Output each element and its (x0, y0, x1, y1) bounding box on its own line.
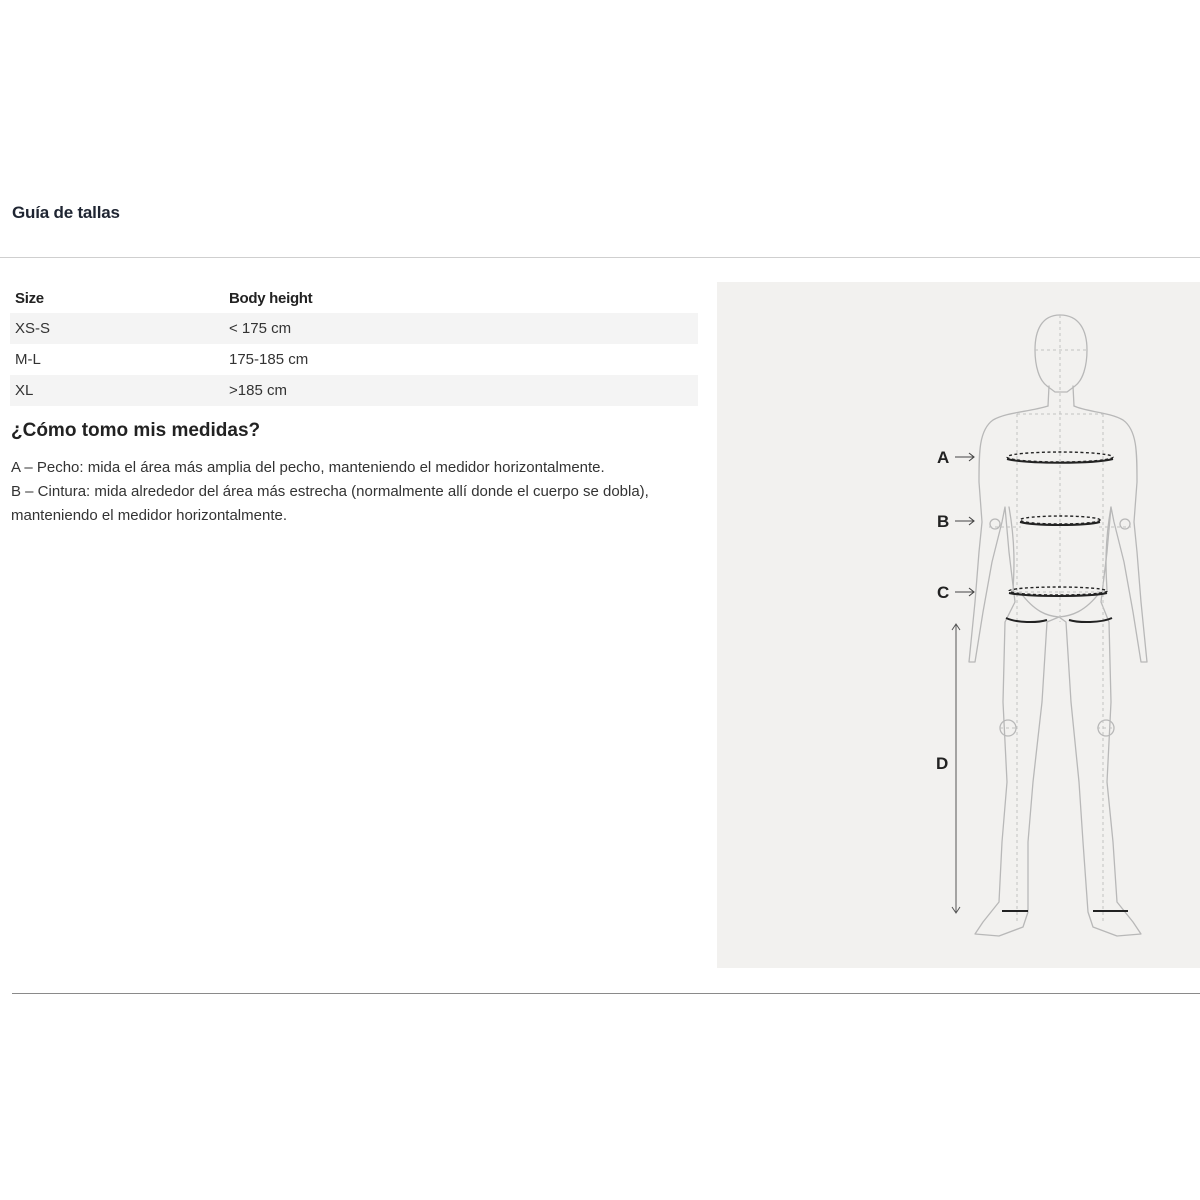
label-a: A (937, 448, 950, 467)
height-cell: 175-185 cm (229, 351, 309, 368)
body-measure-illustration (717, 282, 1200, 968)
body-figure-panel (717, 282, 1200, 968)
measure-instructions (11, 456, 701, 528)
instruction-waist: B – Cintura: mida alrededor del área más estrecha (normalmente allí donde el cuerpo se dobla), manteniendo el medidor horizontalmente. (11, 483, 649, 524)
label-d: D (936, 754, 949, 773)
header-body-height: Body height (229, 289, 313, 307)
page-title: Guía de tallas (12, 203, 120, 222)
table-header-row (10, 283, 698, 313)
table-row (10, 375, 698, 406)
how-to-measure-title: ¿Cómo tomo mis medidas? (11, 420, 261, 441)
label-c: C (937, 583, 950, 602)
header-size: Size (15, 289, 44, 307)
size-cell: M-L (15, 351, 41, 368)
top-divider (0, 257, 1200, 258)
body-outline (969, 315, 1147, 936)
size-cell: XL (15, 382, 34, 399)
bottom-divider (12, 993, 1200, 994)
table-row (10, 344, 698, 375)
label-arrows (955, 453, 974, 596)
size-cell: XS-S (15, 320, 51, 337)
size-table (10, 283, 698, 406)
table-row (10, 313, 698, 344)
height-cell: < 175 cm (229, 320, 292, 337)
instruction-chest: A – Pecho: mida el área más amplia del pecho, manteniendo el medidor horizontalmente. (11, 459, 605, 476)
height-cell: >185 cm (229, 382, 287, 399)
label-b: B (937, 512, 950, 531)
height-measure-line (952, 624, 960, 913)
